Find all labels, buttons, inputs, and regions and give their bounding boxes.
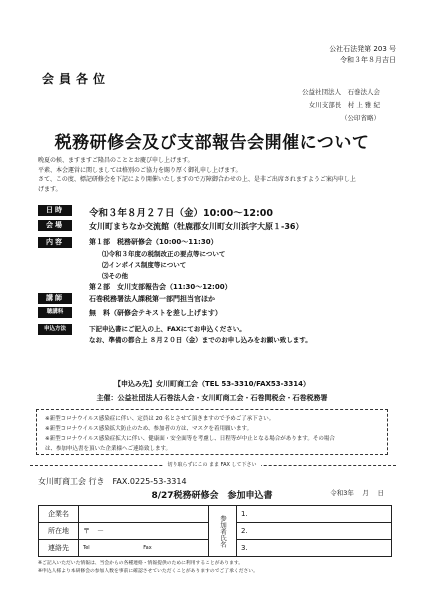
application-form	[38, 505, 392, 557]
sender-org: 公益社団法人 石巻法人会	[302, 88, 380, 96]
footnotes	[38, 560, 258, 576]
topic1: ⑴令和３年度の税制改正の要点等について	[102, 250, 226, 258]
form-title: 8/27税務研修会 参加申込書	[151, 491, 273, 501]
doc-date: 令和３年８月吉日	[340, 56, 396, 64]
part2: 第２部 女川支部報告会（11:30～12:00）	[89, 283, 232, 291]
footnote-line: ※申込人様より本研修会の参加人数を事前に確認させていただくことがありますのでご了承ください。	[38, 569, 258, 574]
sender-note: （公印省略）	[341, 114, 380, 122]
doc-number: 公社石法発第 203 号	[329, 45, 396, 53]
covid-line: ※新型コロナウイルス感染拡大防止のため、参加者の方は、マスクを着用願います。	[45, 426, 253, 432]
topic2: ⑵インボイス制度等について	[102, 261, 187, 269]
body-line: げます。	[38, 185, 62, 193]
body-line: 平素、本会運営に関しましては格別のご協力を賜り厚く御礼申し上げます。	[38, 166, 242, 174]
covid-line: ※新型コロナウイルス感染症に伴い、定員は 20 名とさせて頂きますので予めご了承下さい。	[45, 416, 275, 422]
contact-label: 連絡先	[39, 540, 79, 557]
apply-line-2: なお、準備の都合上 ８月２０日（金）までのお申し込みをお願い致します。	[89, 336, 312, 344]
covid-line: は、参加申込書を頂いた企業様へご連絡致します。	[45, 446, 172, 452]
body-line: さて、この度、標記研修会を下記により開催いたしますので万障御合わせの上、是非ご出席されますようご案内申し上	[38, 176, 356, 183]
company-label: 企業名	[39, 506, 79, 523]
covid-line: ※新型コロナウイルス感染症拡大に伴い、健康面・安全面等を考慮し、日程等が中止となる場合があります。その場合	[45, 436, 335, 442]
venue-label: 会場	[38, 220, 72, 231]
sender-branch: 女川支部長 村 上 雅 紀	[308, 101, 380, 109]
sender-block	[302, 86, 380, 125]
lecturer-label: 講師	[38, 293, 72, 304]
footnote-line: ※ご記入いただいた情報は、当会からの各種連絡・情報提供のために利用することがあります。	[38, 561, 244, 566]
part1: 第１部 税務研修会（10:00～11:30）	[89, 238, 218, 246]
sponsor-info: 主催：公益社団法人石巻法人会・女川町商工会・石巻間税会・石巻税務署	[96, 394, 328, 402]
body-line: 晩夏の候、ますますご隆昌のこととお慶び申し上げます。	[38, 157, 194, 164]
covid-notice	[36, 409, 388, 455]
fee-label: 聴講料	[38, 307, 72, 318]
participant-label-text: 参加者氏名	[219, 514, 227, 548]
date-value: 令和３年８月２７日（金）10:00～12:00	[89, 208, 273, 219]
company-field[interactable]	[79, 506, 209, 523]
address-label: 所在地	[39, 523, 79, 540]
cut-instruction	[0, 461, 424, 468]
apply-label: 申込方法	[38, 324, 72, 335]
apply-line-1: 下記申込書にご記入の上、FAXにてお申込ください。	[89, 325, 246, 333]
addressee: 会員各位	[42, 72, 111, 86]
participant-field-3[interactable]: 3.	[237, 540, 392, 557]
participant-field-1[interactable]: 1.	[237, 506, 392, 523]
contact-field[interactable]	[79, 540, 209, 557]
page-title: 税務研修会及び支部報告会開催について	[54, 133, 370, 153]
cut-text: 切り取らずにこの まま FAX して下さい	[163, 462, 260, 468]
tel-label: Tel	[83, 545, 90, 551]
fax-label: Fax	[143, 545, 152, 551]
participant-field-2[interactable]: 2.	[237, 523, 392, 540]
form-date: 令和3年 月 日	[330, 489, 384, 497]
doc-header-right	[329, 44, 396, 66]
fee-value: 無 料（研修会テキストを差し上げます）	[89, 309, 222, 317]
lecturer-value: 石巻税務署法人課税第一部門担当官ほか	[89, 295, 215, 303]
body-text	[38, 156, 398, 194]
contact-info: 【申込み先】女川町商工会（TEL 53-3310/FAX53-3314）	[113, 380, 311, 388]
content-label: 内容	[38, 237, 72, 248]
date-label: 日時	[38, 205, 72, 216]
participant-label	[209, 506, 237, 557]
fax-destination: 女川町商工会 行き FAX.0225-53-3314	[38, 477, 187, 486]
topic3: ⑶その他	[102, 272, 128, 280]
address-field[interactable]: 〒 －	[79, 523, 209, 540]
venue-value: 女川町まちなか交流館（牡鹿郡女川町女川浜字大原１-36）	[89, 222, 304, 231]
